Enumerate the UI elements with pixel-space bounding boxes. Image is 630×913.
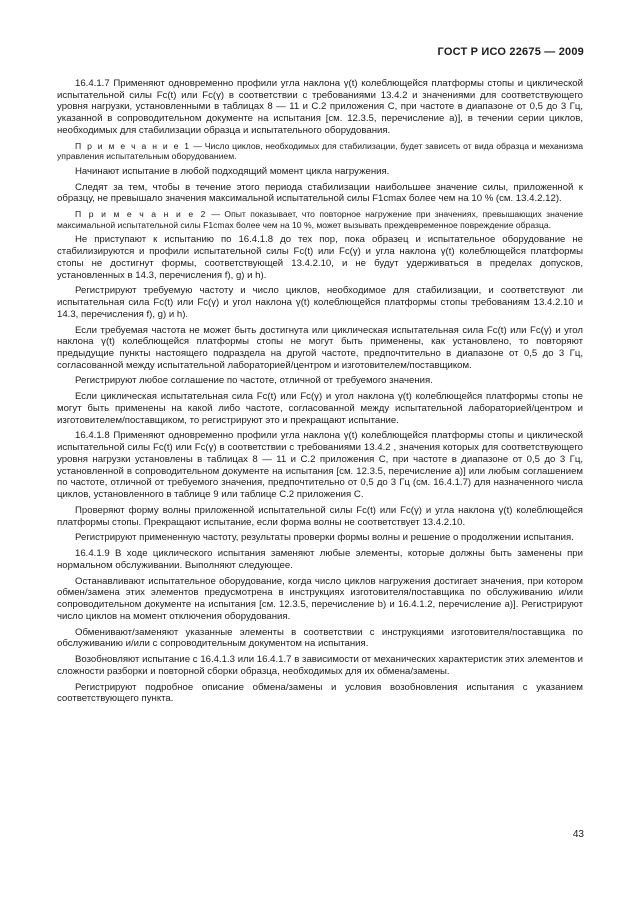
paragraph: 16.4.1.9 В ходе циклического испытания заменяют любые элементы, которые должны быть заменены при нормальном обслуживании. Выполняют следующее.	[57, 548, 583, 571]
paragraph: Следят за тем, чтобы в течение этого периода стабилизации наибольшее значение силы, приложенной к образцу, не превышало значения максимальной испытательной силы F1cmax более чем на 10 % (см. 13.4.2.12).	[57, 181, 583, 205]
paragraph: Если циклическая испытательная сила Fc(t) или Fc(γ) и угол наклона γ(t) колеблющейся платформы стопы не могут быть применены на какой либо частоте, согласованной между испытательной лабораторией/центром и изготовителем/поставщиком, то регистрируют это и прекращают испытание.	[57, 391, 583, 426]
note	[57, 141, 583, 162]
note	[57, 209, 583, 230]
page-header: ГОСТ Р ИСО 22675 — 2009	[437, 46, 584, 58]
note-text: — Число циклов, необходимых для стабилизации, будет зависеть от вида образца и механизма управления испытательным оборудованием.	[57, 140, 583, 162]
paragraph: Проверяют форму волны приложенной испытательной силы Fc(t) или Fc(γ) и угла наклона γ(t) колеблющейся платформы стопы. Прекращают испытание, если форма волны не соответствует 13.4.2.10.	[57, 504, 583, 528]
paragraph: Регистрируют подробное описание обмена/замены и условия возобновления испытания с указанием соответствующего пункта.	[57, 681, 583, 705]
paragraph: Обменивают/заменяют указанные элементы в соответствии с инструкциями изготовителя/поставщика по обслуживанию и/или с сопроводительным документом на испытания.	[57, 626, 583, 650]
paragraph: Если требуемая частота не может быть достигнута или циклическая испытательная сила Fc(t) или Fc(γ) и угол наклона γ(t) колеблющейся платформы стопы не могут быть применены, как установлено, то повторяют предыдущие пункты настоящего подраздела на другой частоте, предпочтительно в диапазоне от 0,5 до 3 Гц, согласованной между испытательной лабораторией/центром и изготовителем/поставщиком.	[57, 324, 583, 371]
note-label: П р и м е ч а н и е 2	[75, 209, 208, 220]
paragraph: Останавливают испытательное оборудование, когда число циклов нагружения достигает значения, при котором обмен/замена этих элементов предусмотрена в инструкциях изготовителя/поставщика по обслуживанию и/или сопроводительном документе на испытания [см. 12.3.5, перечисление b) и 16.4.1.2, перечисление a)]. Регистрируют число циклов на момент отключения оборудования.	[57, 575, 583, 622]
note-label: П р и м е ч а н и е 1	[75, 140, 191, 151]
paragraph: Регистрируют любое соглашение по частоте, отличной от требуемого значения.	[75, 375, 433, 387]
paragraph: Начинают испытание в любой подходящий момент цикла нагружения.	[75, 165, 390, 177]
page-number: 43	[572, 829, 584, 840]
paragraph: Не приступают к испытанию по 16.4.1.8 до тех пор, пока образец и испытательное оборудование не стабилизируются и профили испытательной силы Fc(t) или Fc(γ) и угла наклона γ(t) колеблющейся платформы стопы не достигнут формы, соответствующей 13.4.2.10, и не будут удерживаться в пределах допусков, установленных в 14.3, перечисления f), g) и h).	[57, 234, 583, 281]
paragraph: 16.4.1.7 Применяют одновременно профили угла наклона γ(t) колеблющейся платформы стопы и циклической испытательной силы Fc(t) или Fc(γ) в соответствии с требованиями 13.4.2 и значениями для соответствующего уровня нагрузки, установленными в таблицах 8 — 11 и С.2 приложения С, при частоте в диапазоне от 0,5 до 3 Гц, указанной в сопроводительном документе на испытания [см. 12.3.5, перечисление a)], в течении серии циклов, необходимых для стабилизации образца и испытательного оборудования.	[57, 78, 583, 136]
paragraph: Регистрируют требуемую частоту и число циклов, необходимое для стабилизации, и соответствуют ли испытательная сила Fc(t) или Fc(γ) и угол наклона γ(t) колеблющейся платформы стопы требованиям 13.4.2.10 и 14.3, перечисления f), g) и h).	[57, 285, 583, 320]
paragraph: 16.4.1.8 Применяют одновременно профили угла наклона γ(t) колеблющейся платформы стопы и циклической испытательной силы Fc(t) или Fc(γ) в соответствии с требованиями 13.4.2 , значения которых для соответствующего уровня нагрузки установлены в таблицах 8 — 11 и С.2 приложения С, при частоте в диапазоне от 0,5 до 3 Гц, установленной в сопроводительном документе на испытания [см. 12.3.5, перечисление a)] или любым соглашением по частоте, отличной от требуемого значения, предпочтительно от 0,5 до 3 Гц (см. 16.4.1.7) для назначенного числа циклов, установленного в таблице 9 или таблице С.2 приложения С.	[57, 430, 583, 500]
note-text: — Опыт показывает, что повторное нагружение при значениях, превышающих значение максимальной испытательной силы F1cmax более чем на 10 %, может вызывать преждевременное повреждение образца.	[57, 209, 583, 230]
document-body	[57, 78, 583, 709]
paragraph: Возобновляют испытание с 16.4.1.3 или 16.4.1.7 в зависимости от механических характеристик этих элементов и сложности разборки и повторной сборки образца, необходимых для их обмена/замены.	[57, 654, 583, 677]
paragraph: Регистрируют примененную частоту, результаты проверки формы волны и решение о продолжении испытания.	[75, 532, 574, 544]
